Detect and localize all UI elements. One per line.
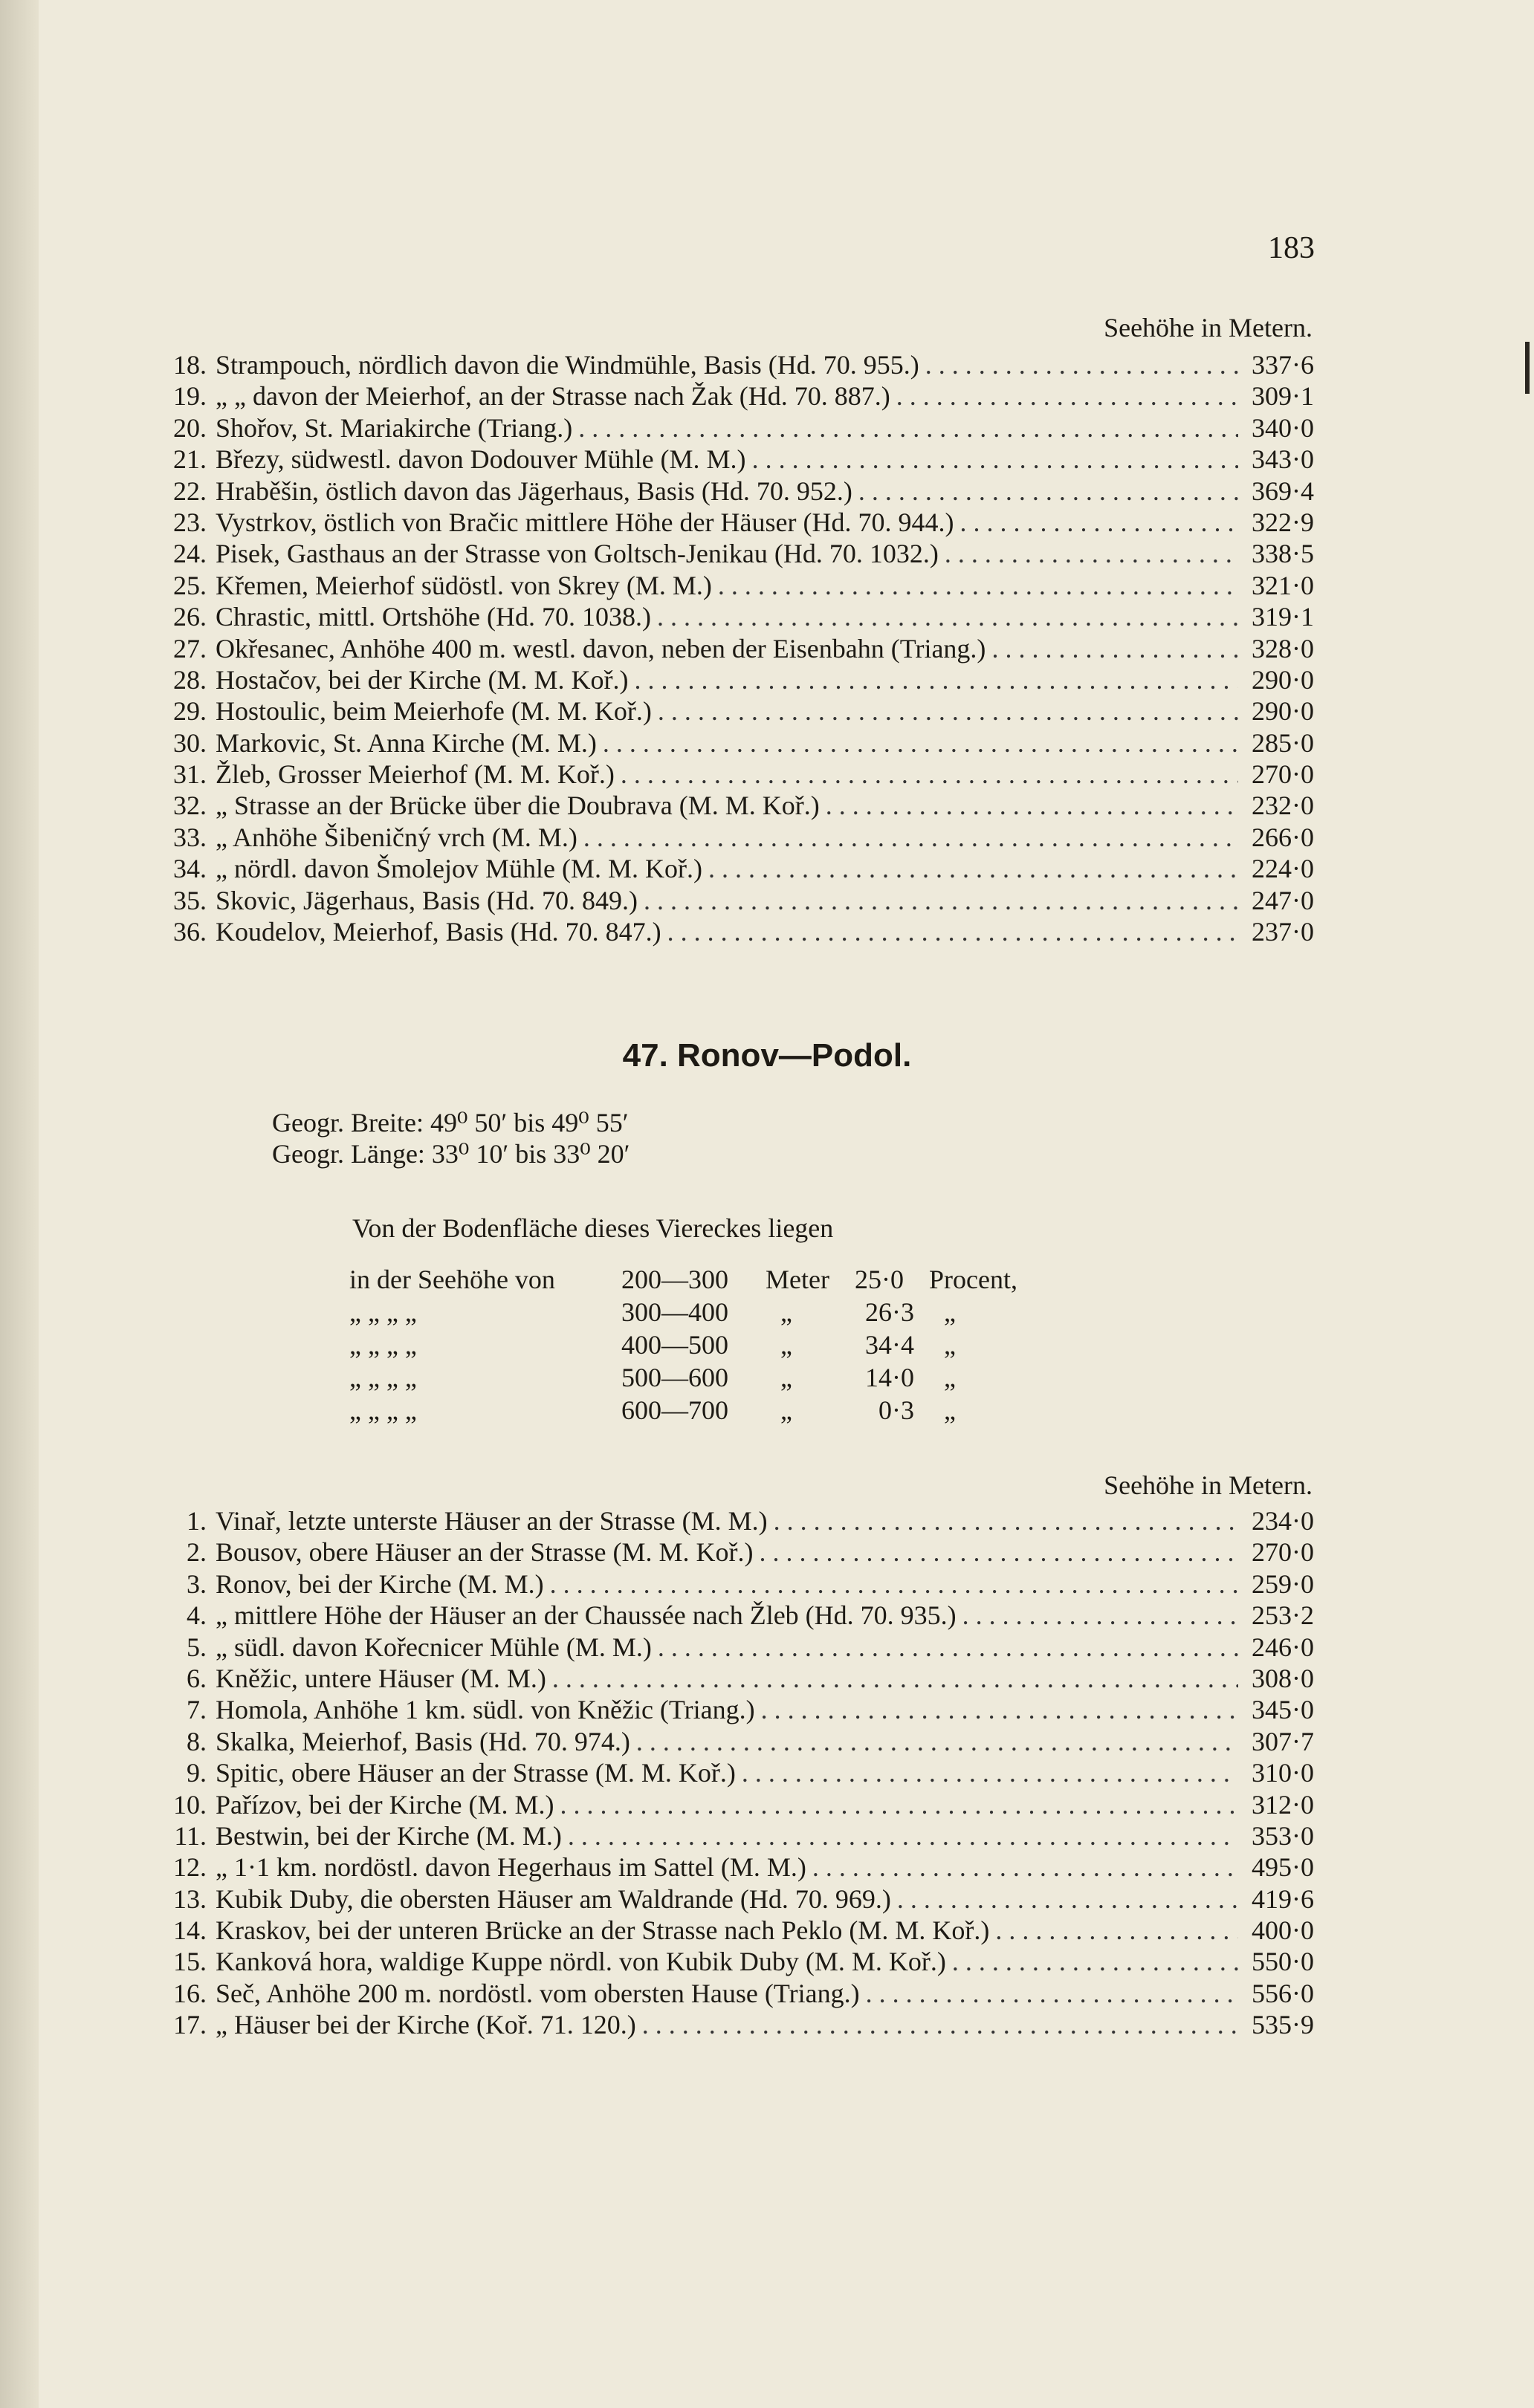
leader-dots — [986, 633, 1238, 664]
dist-ditto: „ „ „ „ — [349, 1395, 417, 1425]
list-item — [155, 444, 1314, 475]
bottom-elevation-list — [155, 1505, 1314, 2041]
list-item — [155, 412, 1314, 444]
dist-ditto: „ „ „ „ — [349, 1363, 417, 1392]
entry-elevation: 550·0 — [1252, 1947, 1314, 1977]
entry-elevation: 322·9 — [1252, 507, 1314, 537]
entry-elevation: 319·1 — [1252, 602, 1314, 632]
dist-ditto: „ „ „ „ — [349, 1297, 417, 1327]
entry-elevation: 232·0 — [1252, 791, 1314, 821]
list-item — [155, 1694, 1314, 1725]
entry-number: 28. — [173, 664, 207, 695]
list-item — [155, 601, 1314, 632]
entry-number: 17. — [173, 2010, 207, 2040]
entry-text: Skovic, Jägerhaus, Basis (Hd. 70. 849.) — [216, 885, 638, 915]
entry-elevation: 337·6 — [1252, 350, 1314, 380]
entry-number: 10. — [173, 1789, 207, 1820]
list-item — [155, 727, 1314, 759]
geo-longitude: Geogr. Länge: 33⁰ 10′ bis 33⁰ 20′ — [272, 1139, 630, 1169]
entry-number: 1. — [187, 1506, 207, 1536]
leader-dots — [939, 538, 1238, 569]
list-item — [155, 790, 1314, 821]
list-item — [155, 1978, 1314, 2009]
entry-number: 5. — [187, 1632, 207, 1662]
entry-text: Markovic, St. Anna Kirche (M. M.) — [216, 727, 597, 758]
dist-pct: 34·4 — [865, 1330, 914, 1360]
leader-dots — [652, 1632, 1238, 1663]
leader-dots — [702, 853, 1238, 884]
leader-dots — [577, 822, 1238, 853]
entry-elevation: 345·0 — [1252, 1695, 1314, 1725]
entry-elevation: 321·0 — [1252, 570, 1314, 600]
leader-dots — [852, 476, 1238, 507]
entry-text: Ronov, bei der Kirche (M. M.) — [216, 1568, 544, 1599]
entry-elevation: 253·2 — [1252, 1600, 1314, 1631]
entry-text: „ Anhöhe Šibeničný vrch (M. M.) — [216, 822, 577, 852]
distribution-intro: Von der Bodenfläche dieses Viereckes liegen — [352, 1213, 834, 1243]
entry-elevation: 224·0 — [1252, 854, 1314, 884]
leader-dots — [652, 695, 1238, 727]
entry-number: 7. — [187, 1695, 207, 1725]
entry-text: „ Häuser bei der Kirche (Koř. 71. 120.) — [216, 2010, 636, 2040]
entry-elevation: 495·0 — [1252, 1852, 1314, 1883]
list-item — [155, 2009, 1314, 2040]
page-edge-mark — [1525, 342, 1530, 394]
list-item — [155, 1852, 1314, 1883]
entry-number: 33. — [173, 822, 207, 852]
list-item — [155, 633, 1314, 664]
dist-unit-ditto: „ — [780, 1330, 792, 1360]
leader-dots — [630, 1726, 1238, 1757]
dist-pct-ditto: „ — [944, 1363, 956, 1392]
dist-head-range: 200—300 — [621, 1265, 728, 1294]
entry-number: 24. — [173, 539, 207, 569]
leader-dots — [891, 1883, 1238, 1915]
entry-text: Shořov, St. Mariakirche (Triang.) — [216, 412, 573, 443]
dist-head-label: in der Seehöhe von — [349, 1265, 555, 1294]
list-item — [155, 1726, 1314, 1757]
entry-elevation: 535·9 — [1252, 2010, 1314, 2040]
entry-elevation: 290·0 — [1252, 696, 1314, 727]
entry-number: 35. — [173, 885, 207, 915]
entry-text: „ nördl. davon Šmolejov Mühle (M. M. Koř.) — [216, 854, 702, 884]
leader-dots — [989, 1915, 1238, 1946]
leader-dots — [597, 727, 1238, 759]
dist-pct-ditto: „ — [944, 1395, 956, 1425]
list-item — [155, 1568, 1314, 1600]
section-title: 47. Ronov—Podol. — [622, 1037, 912, 1074]
list-item — [155, 1946, 1314, 1977]
entry-number: 19. — [173, 381, 207, 412]
bottom-elevation-header: Seehöhe in Metern. — [1104, 1470, 1313, 1500]
entry-text: Hostoulic, beim Meierhofe (M. M. Koř.) — [216, 696, 652, 727]
entry-elevation: 312·0 — [1252, 1789, 1314, 1820]
entry-text: Žleb, Grosser Meierhof (M. M. Koř.) — [216, 759, 615, 790]
entry-text: Kubik Duby, die obersten Häuser am Waldrande (Hd. 70. 969.) — [216, 1883, 891, 1914]
entry-number: 9. — [187, 1758, 207, 1788]
dist-pct-ditto: „ — [944, 1330, 956, 1360]
entry-text: Křemen, Meierhof südöstl. von Skrey (M. M.) — [216, 570, 712, 600]
entry-number: 20. — [173, 412, 207, 443]
entry-number: 15. — [173, 1947, 207, 1977]
entry-elevation: 266·0 — [1252, 822, 1314, 852]
entry-number: 16. — [173, 1978, 207, 2008]
entry-number: 32. — [173, 791, 207, 821]
entry-text: Koudelov, Meierhof, Basis (Hd. 70. 847.) — [216, 917, 661, 947]
top-elevation-list — [155, 349, 1314, 947]
page-gutter — [0, 0, 39, 2408]
entry-number: 23. — [173, 507, 207, 537]
entry-number: 11. — [174, 1820, 207, 1851]
list-item — [155, 476, 1314, 507]
entry-number: 30. — [173, 727, 207, 758]
list-item — [155, 916, 1314, 947]
entry-elevation: 419·6 — [1252, 1883, 1314, 1914]
list-item — [155, 1883, 1314, 1915]
entry-text: „ 1·1 km. nordöstl. davon Hegerhaus im Sattel (M. M.) — [216, 1852, 806, 1883]
entry-number: 8. — [187, 1726, 207, 1756]
entry-elevation: 308·0 — [1252, 1663, 1314, 1693]
dist-range: 500—600 — [621, 1363, 728, 1392]
list-item — [155, 1632, 1314, 1663]
leader-dots — [546, 1663, 1238, 1694]
list-item — [155, 1915, 1314, 1946]
entry-number: 4. — [187, 1600, 207, 1631]
entry-elevation: 369·4 — [1252, 476, 1314, 506]
entry-number: 27. — [173, 633, 207, 663]
entry-text: „ Strasse an der Brücke über die Doubrava (M. M. Koř.) — [216, 791, 820, 821]
entry-number: 14. — [173, 1915, 207, 1946]
entry-text: Březy, südwestl. davon Dodouver Mühle (M. M.) — [216, 444, 746, 475]
page-number: 183 — [1268, 231, 1315, 265]
entry-text: Spitic, obere Häuser an der Strasse (M. M. Koř.) — [216, 1758, 736, 1788]
leader-dots — [954, 507, 1238, 538]
entry-elevation: 338·5 — [1252, 539, 1314, 569]
entry-number: 26. — [173, 602, 207, 632]
list-item — [155, 1820, 1314, 1852]
entry-elevation: 328·0 — [1252, 633, 1314, 663]
entry-elevation: 556·0 — [1252, 1978, 1314, 2008]
leader-dots — [615, 759, 1238, 790]
dist-pct: 14·0 — [865, 1363, 914, 1392]
leader-dots — [554, 1789, 1238, 1820]
leader-dots — [629, 664, 1238, 695]
list-item — [155, 380, 1314, 412]
entry-text: Kanková hora, waldige Kuppe nördl. von Kubik Duby (M. M. Koř.) — [216, 1947, 946, 1977]
entry-number: 29. — [173, 696, 207, 727]
dist-head-pct-unit: Procent, — [929, 1265, 1017, 1294]
entry-text: Pisek, Gasthaus an der Strasse von Goltsch-Jenikau (Hd. 70. 1032.) — [216, 539, 939, 569]
entry-text: Hostačov, bei der Kirche (M. M. Koř.) — [216, 664, 629, 695]
entry-text: Bestwin, bei der Kirche (M. M.) — [216, 1820, 562, 1851]
leader-dots — [661, 916, 1238, 947]
dist-range: 400—500 — [621, 1330, 728, 1360]
list-item — [155, 1663, 1314, 1694]
list-item — [155, 759, 1314, 790]
list-item — [155, 853, 1314, 884]
dist-head-unit: Meter — [766, 1265, 829, 1294]
entry-elevation: 285·0 — [1252, 727, 1314, 758]
entry-number: 36. — [173, 917, 207, 947]
entry-number: 2. — [187, 1537, 207, 1568]
entry-number: 12. — [173, 1852, 207, 1883]
entry-number: 31. — [173, 759, 207, 790]
entry-text: Chrastic, mittl. Ortshöhe (Hd. 70. 1038.) — [216, 602, 651, 632]
entry-text: Vinař, letzte unterste Häuser an der Strasse (M. M.) — [216, 1506, 768, 1536]
entry-elevation: 307·7 — [1252, 1726, 1314, 1756]
dist-unit-ditto: „ — [780, 1363, 792, 1392]
entry-elevation: 259·0 — [1252, 1568, 1314, 1599]
geo-latitude: Geogr. Breite: 49⁰ 50′ bis 49⁰ 55′ — [272, 1108, 629, 1138]
dist-unit-ditto: „ — [780, 1297, 792, 1327]
dist-pct: 26·3 — [865, 1297, 914, 1327]
leader-dots — [919, 349, 1238, 380]
entry-text: „ mittlere Höhe der Häuser an der Chaussée nach Žleb (Hd. 70. 935.) — [216, 1600, 957, 1631]
leader-dots — [746, 444, 1238, 475]
entry-elevation: 340·0 — [1252, 412, 1314, 443]
entry-number: 13. — [173, 1883, 207, 1914]
entry-text: Vystrkov, östlich von Bračic mittlere Höhe der Häuser (Hd. 70. 944.) — [216, 507, 954, 537]
leader-dots — [712, 570, 1238, 601]
entry-elevation: 247·0 — [1252, 885, 1314, 915]
dist-range: 300—400 — [621, 1297, 728, 1327]
entry-number: 22. — [173, 476, 207, 506]
leader-dots — [572, 412, 1238, 444]
list-item — [155, 1757, 1314, 1788]
entry-number: 21. — [173, 444, 207, 475]
list-item — [155, 664, 1314, 695]
leader-dots — [806, 1852, 1238, 1883]
list-item — [155, 695, 1314, 727]
leader-dots — [755, 1694, 1238, 1725]
entry-text: Strampouch, nördlich davon die Windmühle, Basis (Hd. 70. 955.) — [216, 350, 919, 380]
list-item — [155, 822, 1314, 853]
entry-text: Skalka, Meierhof, Basis (Hd. 70. 974.) — [216, 1726, 630, 1756]
list-item — [155, 1536, 1314, 1568]
dist-pct-ditto: „ — [944, 1297, 956, 1327]
entry-text: Homola, Anhöhe 1 km. südl. von Kněžic (Triang.) — [216, 1695, 755, 1725]
entry-elevation: 270·0 — [1252, 1537, 1314, 1568]
entry-elevation: 270·0 — [1252, 759, 1314, 790]
leader-dots — [636, 2009, 1238, 2040]
leader-dots — [860, 1978, 1238, 2009]
entry-text: Seč, Anhöhe 200 m. nordöstl. vom obersten Hause (Triang.) — [216, 1978, 860, 2008]
entry-elevation: 309·1 — [1252, 381, 1314, 412]
leader-dots — [544, 1568, 1238, 1600]
entry-text: „ „ davon der Meierhof, an der Strasse nach Žak (Hd. 70. 887.) — [216, 381, 890, 412]
leader-dots — [890, 380, 1238, 412]
entry-elevation: 343·0 — [1252, 444, 1314, 475]
list-item — [155, 538, 1314, 569]
leader-dots — [562, 1820, 1238, 1852]
leader-dots — [651, 601, 1238, 632]
entry-text: Kněžic, untere Häuser (M. M.) — [216, 1663, 546, 1693]
entry-text: Pařízov, bei der Kirche (M. M.) — [216, 1789, 554, 1820]
entry-elevation: 400·0 — [1252, 1915, 1314, 1946]
leader-dots — [638, 885, 1238, 916]
entry-number: 3. — [187, 1568, 207, 1599]
entry-elevation: 237·0 — [1252, 917, 1314, 947]
dist-head-pct: 25·0 — [855, 1265, 904, 1294]
entry-elevation: 290·0 — [1252, 664, 1314, 695]
leader-dots — [946, 1946, 1238, 1977]
dist-range: 600—700 — [621, 1395, 728, 1425]
entry-text: Okřesanec, Anhöhe 400 m. westl. davon, neben der Eisenbahn (Triang.) — [216, 633, 986, 663]
entry-text: Kraskov, bei der unteren Brücke an der Strasse nach Peklo (M. M. Koř.) — [216, 1915, 990, 1946]
entry-elevation: 353·0 — [1252, 1820, 1314, 1851]
dist-ditto: „ „ „ „ — [349, 1330, 417, 1360]
top-elevation-header: Seehöhe in Metern. — [1104, 313, 1313, 343]
list-item — [155, 349, 1314, 380]
dist-unit-ditto: „ — [780, 1395, 792, 1425]
leader-dots — [820, 790, 1238, 821]
entry-number: 18. — [173, 350, 207, 380]
list-item — [155, 570, 1314, 601]
entry-number: 6. — [187, 1663, 207, 1693]
leader-dots — [736, 1757, 1238, 1788]
leader-dots — [768, 1505, 1238, 1536]
entry-number: 25. — [173, 570, 207, 600]
list-item — [155, 885, 1314, 916]
entry-text: Bousov, obere Häuser an der Strasse (M. M. Koř.) — [216, 1537, 754, 1568]
entry-elevation: 234·0 — [1252, 1506, 1314, 1536]
list-item — [155, 1600, 1314, 1631]
entry-elevation: 310·0 — [1252, 1758, 1314, 1788]
leader-dots — [957, 1600, 1238, 1631]
leader-dots — [754, 1536, 1239, 1568]
list-item — [155, 1505, 1314, 1536]
list-item — [155, 1789, 1314, 1820]
entry-elevation: 246·0 — [1252, 1632, 1314, 1662]
list-item — [155, 507, 1314, 538]
entry-text: „ südl. davon Kořecnicer Mühle (M. M.) — [216, 1632, 652, 1662]
entry-text: Hraběšin, östlich davon das Jägerhaus, Basis (Hd. 70. 952.) — [216, 476, 852, 506]
entry-number: 34. — [173, 854, 207, 884]
dist-pct: 0·3 — [878, 1395, 914, 1425]
